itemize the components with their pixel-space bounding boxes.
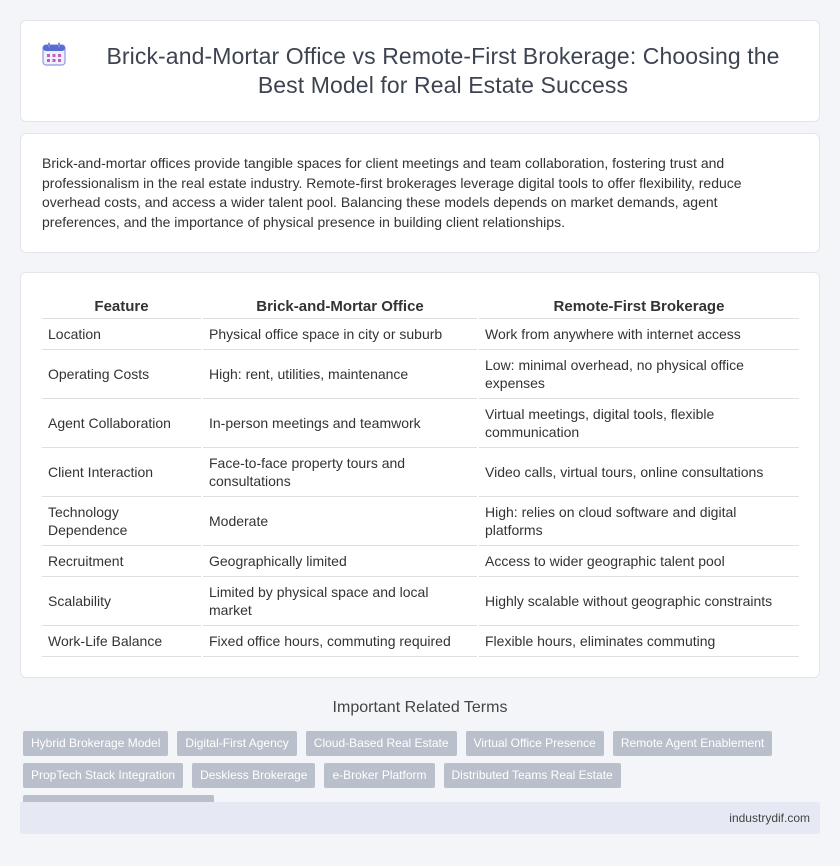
- brick-and-mortar-cell: Face-to-face property tours and consultations: [202, 447, 478, 496]
- remote-first-cell: Video calls, virtual tours, online consultations: [478, 447, 799, 496]
- brick-and-mortar-cell: In-person meetings and teamwork: [202, 398, 478, 447]
- remote-first-cell: Virtual meetings, digital tools, flexible communication: [478, 398, 799, 447]
- table-row: [42, 545, 799, 576]
- table-row: [42, 349, 799, 398]
- brick-and-mortar-cell: Moderate: [202, 496, 478, 545]
- feature-cell: Technology Dependence: [42, 496, 202, 545]
- related-terms-heading: Important Related Terms: [332, 699, 508, 716]
- related-term-chip[interactable]: Distributed Teams Real Estate: [444, 763, 621, 788]
- remote-first-cell: High: relies on cloud software and digital platforms: [478, 496, 799, 545]
- table-row: [42, 625, 799, 656]
- brick-and-mortar-cell: High: rent, utilities, maintenance: [202, 349, 478, 398]
- table-row: [42, 496, 799, 545]
- comparison-table: [42, 296, 799, 657]
- table-header-row: [42, 296, 799, 318]
- related-term-chip[interactable]: Deskless Brokerage: [192, 763, 315, 788]
- feature-cell: Operating Costs: [42, 349, 202, 398]
- column-header-brick-and-mortar: Brick-and-Mortar Office: [202, 296, 478, 318]
- remote-first-cell: Flexible hours, eliminates commuting: [478, 625, 799, 656]
- feature-cell: Agent Collaboration: [42, 398, 202, 447]
- calendar-icon: [41, 41, 67, 67]
- brick-and-mortar-cell: Physical office space in city or suburb: [202, 318, 478, 349]
- table-row: [42, 318, 799, 349]
- remote-first-cell: Access to wider geographic talent pool: [478, 545, 799, 576]
- related-term-chip[interactable]: Hybrid Brokerage Model: [23, 731, 168, 756]
- related-term-chip[interactable]: Digital-First Agency: [177, 731, 296, 756]
- remote-first-cell: Low: minimal overhead, no physical office expenses: [478, 349, 799, 398]
- remote-first-cell: Highly scalable without geographic constraints: [478, 576, 799, 625]
- table-row: [42, 576, 799, 625]
- feature-cell: Client Interaction: [42, 447, 202, 496]
- footer: [20, 802, 820, 834]
- feature-cell: Location: [42, 318, 202, 349]
- comparison-table-card: [20, 272, 820, 678]
- brick-and-mortar-cell: Limited by physical space and local market: [202, 576, 478, 625]
- table-row: [42, 447, 799, 496]
- remote-first-cell: Work from anywhere with internet access: [478, 318, 799, 349]
- page-title: Brick-and-Mortar Office vs Remote-First Brokerage: Choosing the Best Model for Real Estate Success: [106, 43, 780, 98]
- related-term-chip[interactable]: Virtual Office Presence: [466, 731, 604, 756]
- title-card: [20, 20, 820, 122]
- footer-site-link[interactable]: industrydif.com: [729, 811, 810, 825]
- related-term-chip[interactable]: Cloud-Based Real Estate: [306, 731, 457, 756]
- intro-card: [20, 133, 820, 253]
- table-row: [42, 398, 799, 447]
- related-term-chip[interactable]: PropTech Stack Integration: [23, 763, 183, 788]
- feature-cell: Recruitment: [42, 545, 202, 576]
- feature-cell: Work-Life Balance: [42, 625, 202, 656]
- related-term-chip[interactable]: e-Broker Platform: [324, 763, 434, 788]
- intro-paragraph: Brick-and-mortar offices provide tangible spaces for client meetings and team collaboration, fostering trust and professionalism in the real estate industry. Remote-first brokerages leverage digital tools to offer flexibility, reduce overhead costs, and access a wider talent pool. Balancing these models depends on market demands, agent preferences, and the importance of physical presence in building client relationships.: [42, 155, 742, 230]
- column-header-feature: Feature: [42, 296, 202, 318]
- brick-and-mortar-cell: Geographically limited: [202, 545, 478, 576]
- feature-cell: Scalability: [42, 576, 202, 625]
- related-term-chip[interactable]: Remote Agent Enablement: [613, 731, 772, 756]
- brick-and-mortar-cell: Fixed office hours, commuting required: [202, 625, 478, 656]
- column-header-remote-first: Remote-First Brokerage: [478, 296, 799, 318]
